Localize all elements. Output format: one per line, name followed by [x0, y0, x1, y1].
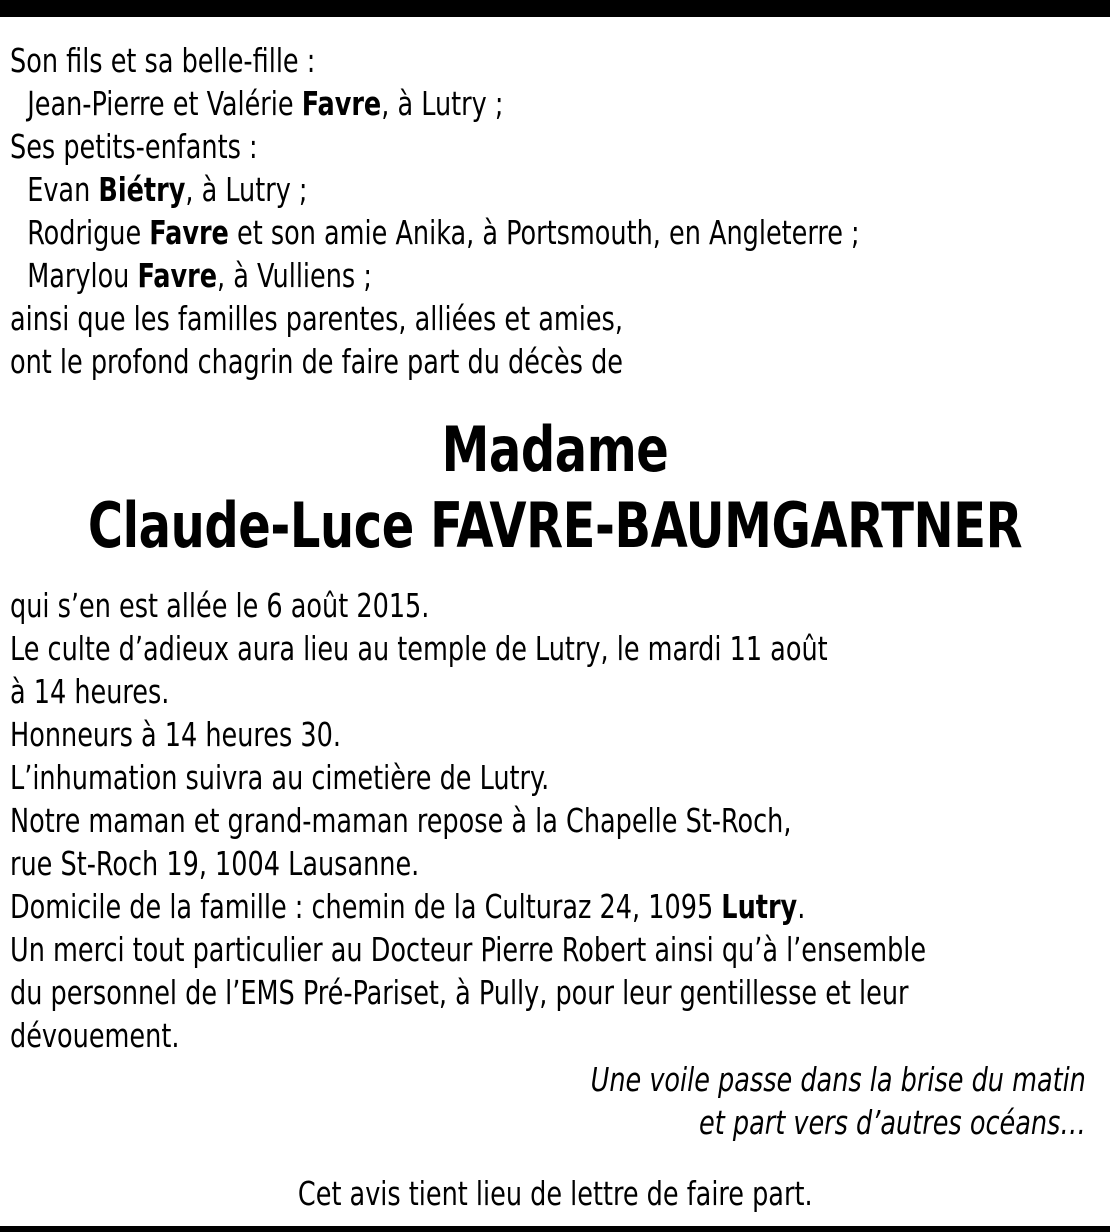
- date-of-death-line: qui s’en est allée le 6 août 2015.: [10, 586, 430, 625]
- family-address-line: [10, 885, 934, 928]
- grandchild-surname: Biétry: [98, 170, 186, 209]
- grandchild-surname: Favre: [149, 213, 229, 252]
- extended-family-line: ainsi que les familles parentes, alliées et amies,: [10, 299, 623, 338]
- service-time-line: à 14 heures.: [10, 672, 170, 711]
- son-surname: Favre: [301, 84, 382, 123]
- son-location: , à Lutry ;: [381, 84, 504, 123]
- son-names: Jean-Pierre et Valérie: [27, 84, 302, 123]
- resting-place-address: rue St-Roch 19, 1004 Lausanne.: [10, 844, 420, 883]
- resting-place-line: Notre maman et grand-maman repose à la Chapelle St-Roch,: [10, 801, 792, 840]
- grandchild-location: et son amie Anika, à Portsmouth, en Angleterre ;: [228, 213, 860, 252]
- grandchild-entry-marylou: [10, 254, 934, 297]
- son-heading: Son fils et sa belle-fille :: [10, 41, 316, 80]
- family-address-end: .: [797, 887, 806, 926]
- grandchild-surname: Favre: [137, 256, 218, 295]
- footer-note-text: Cet avis tient lieu de lettre de faire part.: [297, 1174, 813, 1213]
- funeral-details: [10, 584, 1084, 1057]
- footer-note: [0, 1172, 1110, 1215]
- deceased-full-name: Claude-Luce FAVRE-BAUMGARTNER: [87, 489, 1023, 562]
- grandchild-firstname: Marylou: [27, 256, 138, 295]
- grandchild-entry-rodrigue: [10, 211, 934, 254]
- grandchild-firstname: Evan: [27, 170, 99, 209]
- grandchild-location: , à Vulliens ;: [217, 256, 372, 295]
- son-entry: [10, 82, 934, 125]
- thanks-line-2: du personnel de l’EMS Pré-Pariset, à Pully, pour leur gentillesse et leur: [10, 973, 909, 1012]
- deceased-name-block: [0, 412, 1110, 564]
- family-address: Domicile de la famille : chemin de la Culturaz 24, 1095: [10, 887, 722, 926]
- poem-line-2: et part vers d’autres océans…: [699, 1103, 1086, 1142]
- grandchild-firstname: Rodrigue: [27, 213, 150, 252]
- poem-line-1: Une voile passe dans la brise du matin: [590, 1060, 1086, 1099]
- bottom-border-rule: [0, 1226, 1110, 1232]
- thanks-line-1: Un merci tout particulier au Docteur Pierre Robert ainsi qu’à l’ensemble: [10, 930, 927, 969]
- grandchild-entry-evan: [10, 168, 934, 211]
- family-city: Lutry: [721, 887, 798, 926]
- grandchild-location: , à Lutry ;: [185, 170, 308, 209]
- top-border-rule: [0, 0, 1110, 17]
- thanks-line-3: dévouement.: [10, 1016, 180, 1055]
- honours-line: Honneurs à 14 heures 30.: [10, 715, 342, 754]
- poem-quote: [510, 1058, 1086, 1144]
- deceased-title: Madame: [441, 413, 669, 486]
- grandchildren-heading: Ses petits-enfants :: [10, 127, 258, 166]
- announcement-line: ont le profond chagrin de faire part du décès de: [10, 342, 624, 381]
- service-line: Le culte d’adieux aura lieu au temple de Lutry, le mardi 11 août: [10, 629, 828, 668]
- burial-line: L’inhumation suivra au cimetière de Lutry.: [10, 758, 550, 797]
- family-announcement: [10, 39, 1084, 383]
